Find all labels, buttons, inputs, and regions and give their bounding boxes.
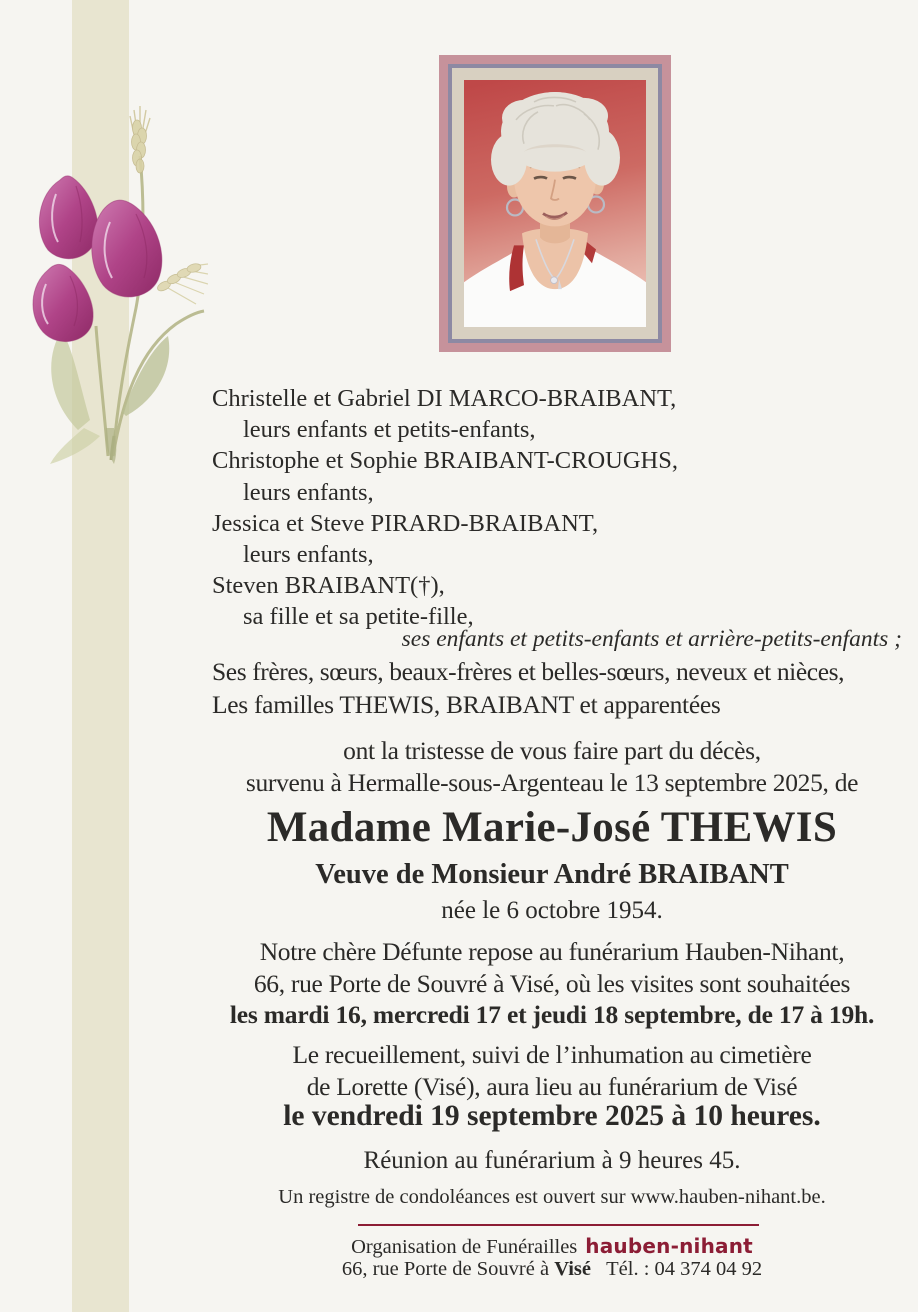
family-line: sa fille et sa petite-fille, — [243, 603, 474, 631]
family-line: leurs enfants et petits-enfants, — [243, 416, 536, 444]
wheat-ear-right — [156, 262, 208, 304]
announcement-line: ont la tristesse de vous faire part du décès, — [343, 736, 761, 765]
footer-street: 66, rue Porte de Souvré à — [341, 1258, 550, 1280]
ceremony-line: Le recueillement, suivi de l’inhumation au cimetière — [292, 1040, 812, 1069]
visitation-line: Notre chère Défunte repose au funérarium Hauben-Nihant, — [259, 937, 845, 966]
portrait-frame-mat — [452, 68, 658, 339]
family-line: Steven BRAIBANT(†), — [212, 572, 445, 600]
family-line: leurs enfants, — [243, 478, 374, 506]
portrait-photo — [464, 80, 646, 327]
visitation-line: 66, rue Porte de Souvré à Visé, où les visites sont souhaitées — [253, 968, 851, 998]
family-line: leurs enfants, — [243, 541, 374, 569]
siblings-line: Ses frères, sœurs, beaux-frères et belles-sœurs, neveux et nièces, — [212, 657, 845, 686]
gathering-line: Réunion au funérarium à 9 heures 45. — [363, 1147, 741, 1174]
announcement-block — [190, 735, 914, 799]
funeral-date: le vendredi 19 septembre 2025 à 10 heures. — [283, 1100, 821, 1132]
footer-divider — [358, 1224, 759, 1226]
portrait-frame — [439, 55, 671, 352]
footer-city: Visé — [554, 1258, 592, 1280]
deceased-birth-date: née le 6 octobre 1954. — [441, 897, 663, 924]
wheat-ear-top — [130, 106, 150, 173]
portrait-icon — [464, 80, 646, 327]
brand-logo: hauben-nihant — [585, 1234, 753, 1258]
ceremony-block — [190, 1039, 914, 1102]
visitation-block — [190, 936, 914, 1031]
portrait-frame-inner-line — [448, 64, 662, 343]
family-names-block — [212, 383, 678, 633]
deceased-widow-of: Veuve de Monsieur André BRAIBANT — [315, 859, 789, 890]
footer-org-prefix: Organisation de Funérailles — [351, 1236, 578, 1258]
ceremony-line: de Lorette (Visé), aura lieu au funérarium de Visé — [306, 1071, 798, 1101]
footer-phone: Tél. : 04 374 04 92 — [606, 1258, 763, 1280]
flower-icon — [18, 98, 208, 468]
calla-lily-illustration — [18, 98, 208, 468]
footer-organisation — [190, 1234, 914, 1259]
family-line: Christophe et Sophie BRAIBANT-CROUGHS, — [212, 447, 678, 475]
announcement-line: survenu à Hermalle-sous-Argenteau le 13 septembre 2025, de — [245, 768, 859, 797]
family-line: Christelle et Gabriel DI MARCO-BRAIBANT, — [212, 385, 677, 412]
visitation-dates: les mardi 16, mercredi 17 et jeudi 18 septembre, de 17 à 19h. — [229, 1000, 875, 1029]
deceased-name: Madame Marie-José THEWIS — [266, 804, 838, 851]
condolence-register-line: Un registre de condoléances est ouvert sur www.hauben-nihant.be. — [278, 1186, 826, 1208]
descendants-italic-line: ses enfants et petits-enfants et arrière-petits-enfants ; — [401, 626, 902, 652]
families-line: Les familles THEWIS, BRAIBANT et apparentées — [212, 690, 721, 719]
family-line: Jessica et Steve PIRARD-BRAIBANT, — [212, 509, 599, 537]
footer-address — [190, 1258, 914, 1281]
